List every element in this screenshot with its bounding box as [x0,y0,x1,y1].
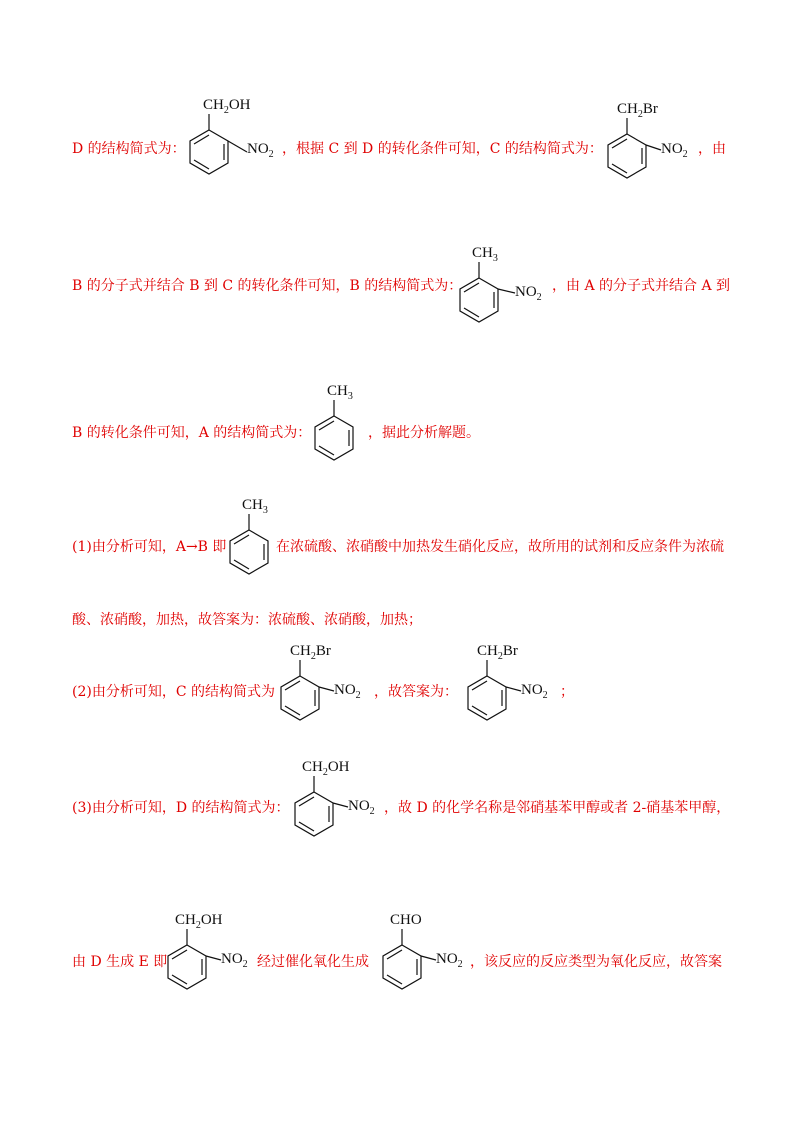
text-line3-a: B 的转化条件可知，A 的结构简式为： [72,425,312,441]
text-line6-c: ； [560,684,574,700]
benzene-ring [608,134,646,178]
substituent-top-label: $CH_3$ [472,245,498,264]
text-line2-b: ，由 A 的分子式并结合 A 到 [552,278,731,294]
text-line5: 酸、浓硝酸，加热，故答案为：浓硫酸、浓硝酸，加热； [72,612,422,628]
substituent-side-label: $NO_2$ [221,951,248,970]
benzene-ring [190,130,228,174]
structure-2-nitrobenzyl-bromide [603,94,718,184]
text-line3-b: ，据此分析解题。 [368,425,480,441]
structure-toluene [225,490,285,580]
benzene-ring [315,416,353,460]
benzene-ring [295,792,333,836]
structure-2-nitrobenzaldehyde [378,905,488,995]
benzene-ring [383,945,421,989]
substituent-top-label: $CH_2OH$ [175,912,223,931]
structure-2-nitrobenzyl-bromide [276,636,386,726]
text-line7-a: (3)由分析可知，D 的结构简式为： [72,800,290,816]
text-line4-a: (1)由分析可知，A→B 即 [72,539,227,555]
structure-2-nitrobenzyl-alcohol [290,752,400,842]
benzene-ring [281,676,319,720]
text-line8-a: 由 D 生成 E 即 [72,954,168,970]
substituent-side-label: $NO_2$ [521,682,548,701]
substituent-side-label: $NO_2$ [436,951,463,970]
text-line1-b: ，根据 C 到 D 的转化条件可知，C 的结构简式为： [282,141,603,157]
text-line8-c: ，该反应的反应类型为氧化反应，故答案 [470,954,722,970]
substituent-top-label: $CH_3$ [327,383,353,402]
substituent-side-label: $NO_2$ [348,798,375,817]
substituent-top-label: $CH_2Br$ [477,643,518,662]
structure-2-nitrotoluene [455,238,565,328]
text-line2-a: B 的分子式并结合 B 到 C 的转化条件可知，B 的结构简式为： [72,278,463,294]
substituent-top-label: $CH_3$ [242,497,268,516]
substituent-side-label: $NO_2$ [515,284,542,303]
substituent-top-label: $CH_2Br$ [290,643,331,662]
text-line7-b: ，故 D 的化学名称是邻硝基苯甲醇或者 2-硝基苯甲醇， [384,800,731,816]
substituent-side-label: $NO_2$ [661,141,688,160]
text-line6-b: ，故答案为： [374,684,458,700]
benzene-ring [230,530,268,574]
substituent-side-label: $NO_2$ [334,682,361,701]
benzene-ring [468,676,506,720]
text-line6-a: (2)由分析可知，C 的结构简式为 [72,684,275,700]
text-line8-b: 经过催化氧化生成 [257,954,369,970]
substituent-top-label: $CH_2OH$ [203,97,251,116]
benzene-ring [460,278,498,322]
substituent-side-label: $NO_2$ [247,141,274,160]
structure-toluene [310,376,370,466]
text-line4-b: 在浓硫酸、浓硝酸中加热发生硝化反应，故所用的试剂和反应条件为浓硫 [276,539,724,555]
structure-2-nitrobenzyl-bromide [463,636,573,726]
substituent-top-label: $CH_2OH$ [302,759,350,778]
benzene-ring [168,945,206,989]
structure-2-nitrobenzyl-alcohol [163,905,273,995]
text-line1-a: D 的结构简式为： [72,141,186,157]
text-line1-c: ，由 [698,141,726,157]
substituent-top-label: CHO [390,912,422,928]
substituent-top-label: $CH_2Br$ [617,101,658,120]
structure-2-nitrobenzyl-alcohol [185,90,300,180]
